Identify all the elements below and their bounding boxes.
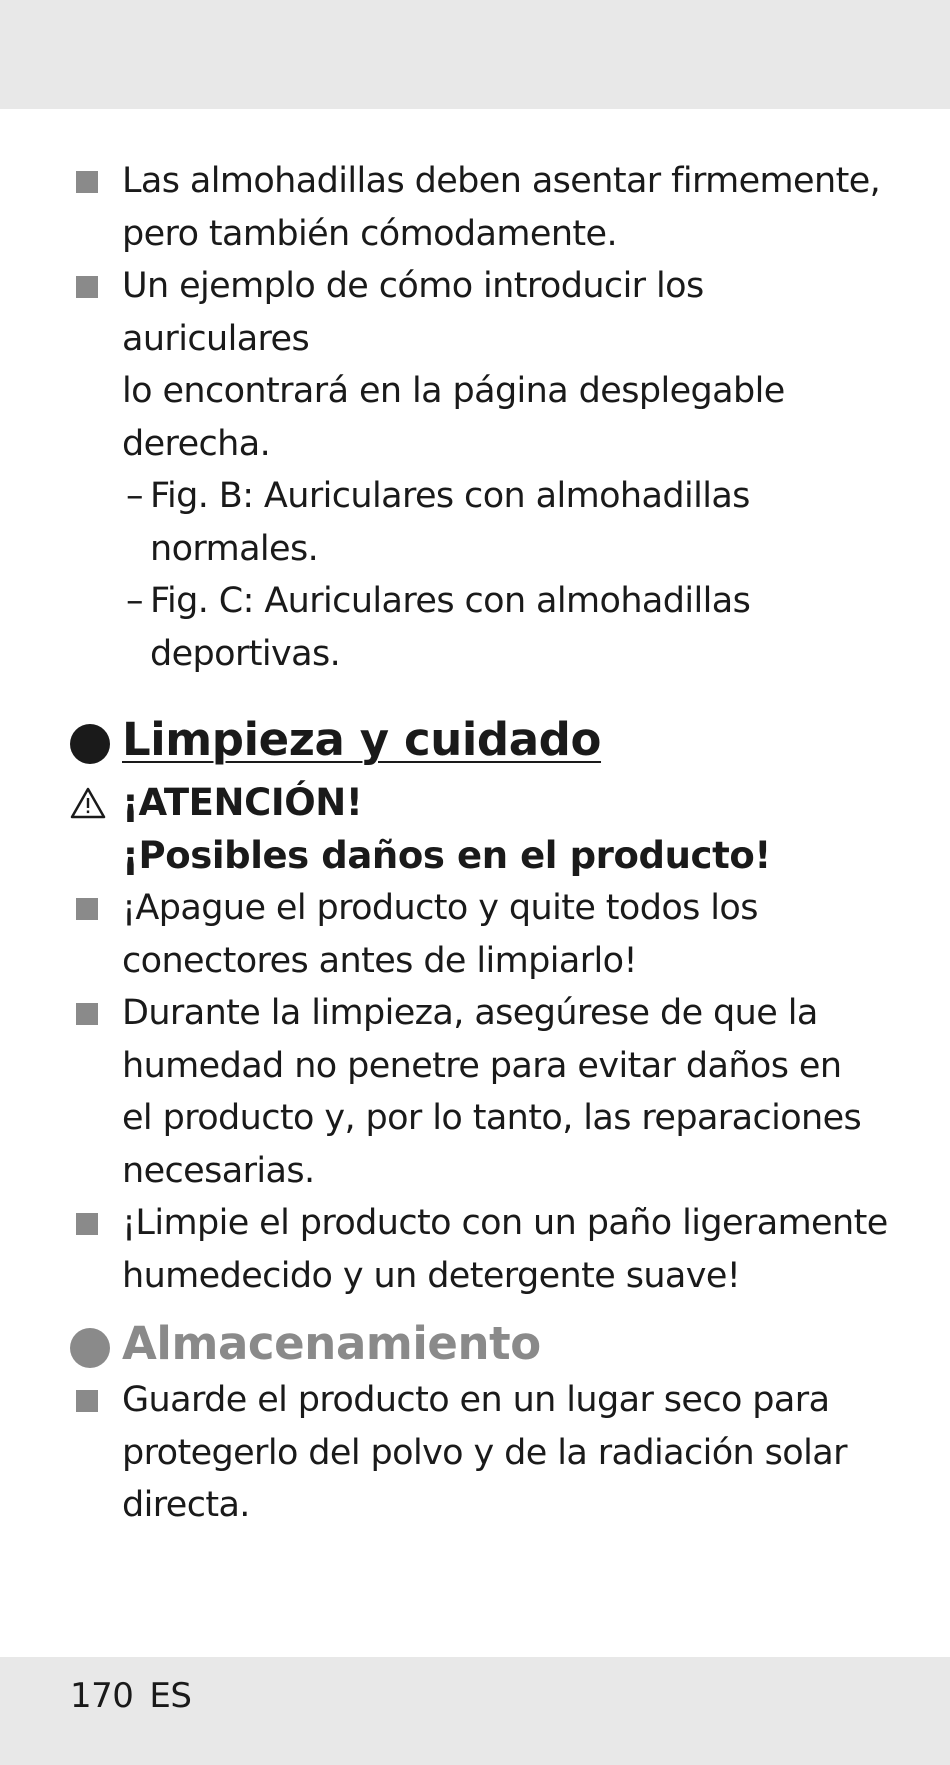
figure-item-b (70, 470, 890, 575)
list-item (70, 987, 890, 1197)
warning-title: ¡ATENCIÓN! (122, 781, 363, 824)
list-item (70, 260, 890, 470)
page-footer (70, 1676, 191, 1716)
dash-bullet: – (126, 581, 143, 621)
section-title: Limpieza y cuidado (122, 713, 602, 766)
list-item-line: Durante la limpieza, asegúrese de que la (122, 993, 818, 1033)
list-item (70, 1374, 890, 1532)
list-item-line: ¡Apague el producto y quite todos los (122, 888, 758, 928)
square-bullet-icon (76, 1213, 98, 1235)
square-bullet-icon (76, 898, 98, 920)
list-item-line: el producto y, por lo tanto, las reparaciones (122, 1098, 862, 1138)
figure-item-c (70, 575, 890, 680)
list-item-line: Guarde el producto en un lugar seco para (122, 1380, 830, 1420)
list-item-line: necesarias. (122, 1150, 315, 1191)
warning-subtitle: ¡Posibles daños en el producto! (122, 834, 771, 877)
dash-bullet: – (126, 476, 143, 516)
filled-circle-icon (70, 724, 110, 764)
page-content (70, 155, 890, 1532)
figure-line: Fig. B: Auriculares con almohadillas (150, 476, 750, 516)
list-item (70, 155, 890, 260)
warning-triangle-icon (70, 787, 106, 819)
square-bullet-icon (76, 276, 98, 298)
figure-line: deportivas. (150, 633, 341, 674)
section-heading-storage (70, 1314, 890, 1374)
section-title: Almacenamiento (122, 1317, 541, 1370)
list-item (70, 1197, 890, 1302)
list-item-line: pero también cómodamente. (122, 213, 617, 254)
list-item-line: derecha. (122, 423, 271, 464)
list-item-line: lo encontrará en la página desplegable (122, 371, 785, 411)
list-item (70, 882, 890, 987)
list-item-line: humedad no penetre para evitar daños en (122, 1045, 842, 1086)
language-code: ES (149, 1676, 192, 1716)
filled-circle-icon (70, 1328, 110, 1368)
list-item-line: protegerlo del polvo y de la radiación solar (122, 1432, 847, 1473)
page-number: 170 (70, 1676, 134, 1716)
figure-line: Fig. C: Auriculares con almohadillas (150, 581, 751, 621)
section-heading-cleaning (70, 710, 890, 770)
list-item-line: conectores antes de limpiarlo! (122, 940, 637, 981)
list-item-line: Las almohadillas deben asentar firmemente, (122, 161, 881, 201)
list-item-line: ¡Limpie el producto con un paño ligeramente (122, 1203, 888, 1243)
figure-line: normales. (150, 528, 319, 569)
list-item-line: Un ejemplo de cómo introducir los auriculares (122, 266, 704, 359)
square-bullet-icon (76, 171, 98, 193)
list-item-line: directa. (122, 1485, 250, 1525)
top-band (0, 0, 950, 109)
warning-block (70, 776, 890, 882)
list-item-line: humedecido y un detergente suave! (122, 1255, 741, 1296)
square-bullet-icon (76, 1003, 98, 1025)
square-bullet-icon (76, 1390, 98, 1412)
